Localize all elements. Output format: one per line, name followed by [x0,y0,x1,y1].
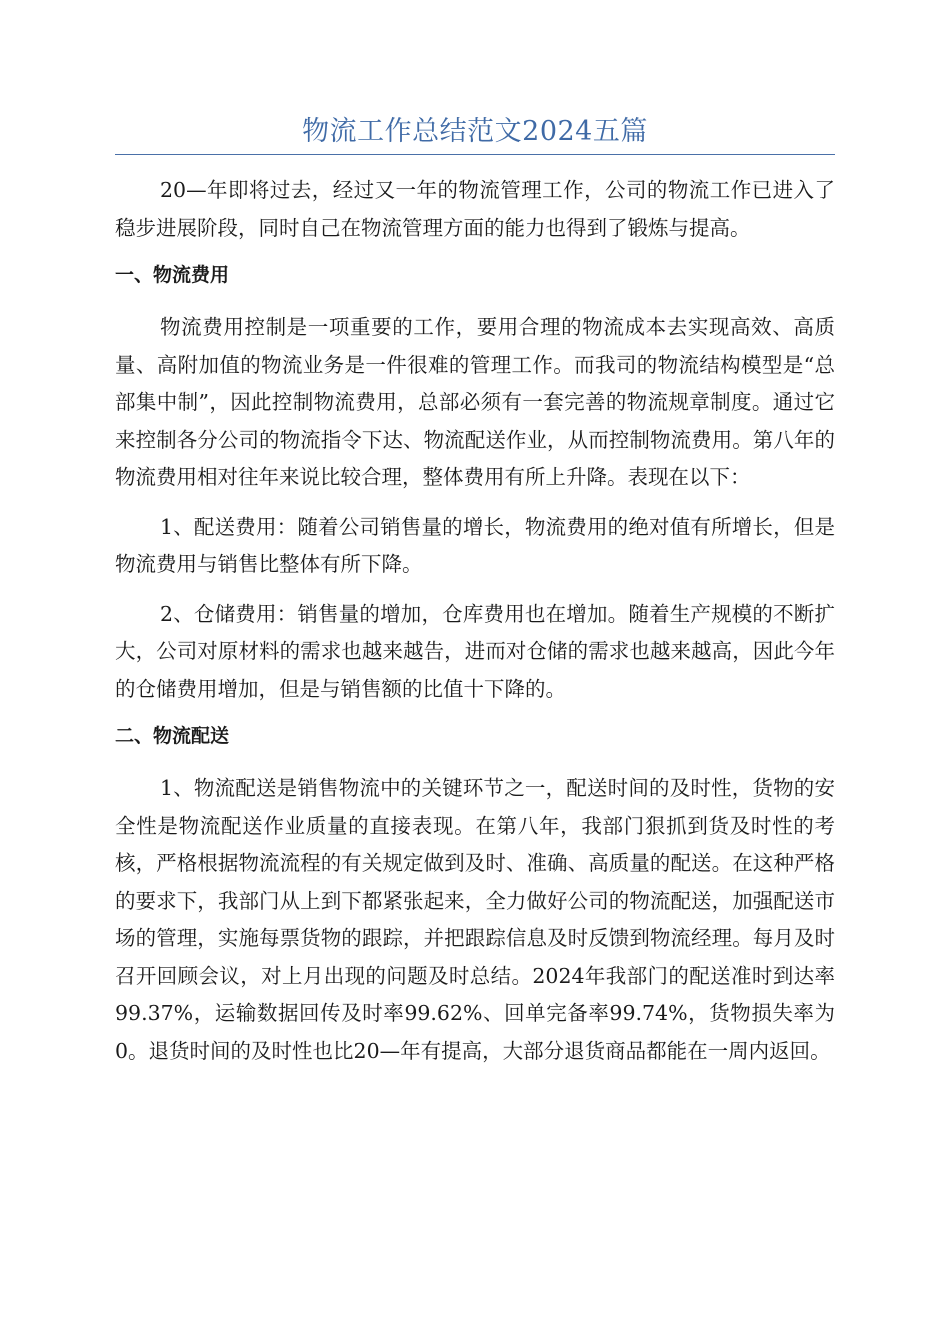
paragraph-delivery-performance: 1、物流配送是销售物流中的关键环节之一，配送时间的及时性，货物的安全性是物流配送作业质量的直接表现。在第八年，我部门狠抓到货及时性的考核，严格根据物流流程的有关规定做到及时、准确、高质量的配送。在这种严格的要求下，我部门从上到下都紧张起来，全力做好公司的物流配送，加强配送市场的管理，实施每票货物的跟踪，并把跟踪信息及时反馈到物流经理。每月及时召开回顾会议，对上月出现的问题及时总结。2024年我部门的配送准时到达率99.37%，运输数据回传及时率99.62%、回单完备率99.74%，货物损失率为0。退货时间的及时性也比20—年有提高，大部分退货商品都能在一周内返回。 [115,776,835,1063]
document-title: 物流工作总结范文2024五篇 [302,116,648,147]
section-heading-logistics-delivery: 二、物流配送 [115,725,230,747]
section-heading-logistics-cost: 一、物流费用 [115,264,230,286]
paragraph-storage-cost: 2、仓储费用：销售量的增加，仓库费用也在增加。随着生产规模的不断扩大，公司对原材料的需求也越来越告，进而对仓储的需求也越来越高，因此今年的仓储费用增加，但是与销售额的比值十下降的。 [115,601,835,701]
title-underline [115,154,835,155]
document-body [115,172,835,1082]
intro-paragraph: 20—年即将过去，经过又一年的物流管理工作，公司的物流工作已进入了稳步进展阶段，同时自己在物流管理方面的能力也得到了锻炼与提高。 [115,178,835,240]
paragraph-cost-control: 物流费用控制是一项重要的工作，要用合理的物流成本去实现高效、高质量、高附加值的物流业务是一件很难的管理工作。而我司的物流结构模型是“总部集中制”，因此控制物流费用，总部必须有一套完善的物流规章制度。通过它来控制各分公司的物流指令下达、物流配送作业，从而控制物流费用。第八年的物流费用相对往年来说比较合理，整体费用有所上升降。表现在以下： [115,315,835,489]
paragraph-delivery-cost: 1、配送费用：随着公司销售量的增长，物流费用的绝对值有所增长，但是物流费用与销售比整体有所下降。 [115,514,835,576]
